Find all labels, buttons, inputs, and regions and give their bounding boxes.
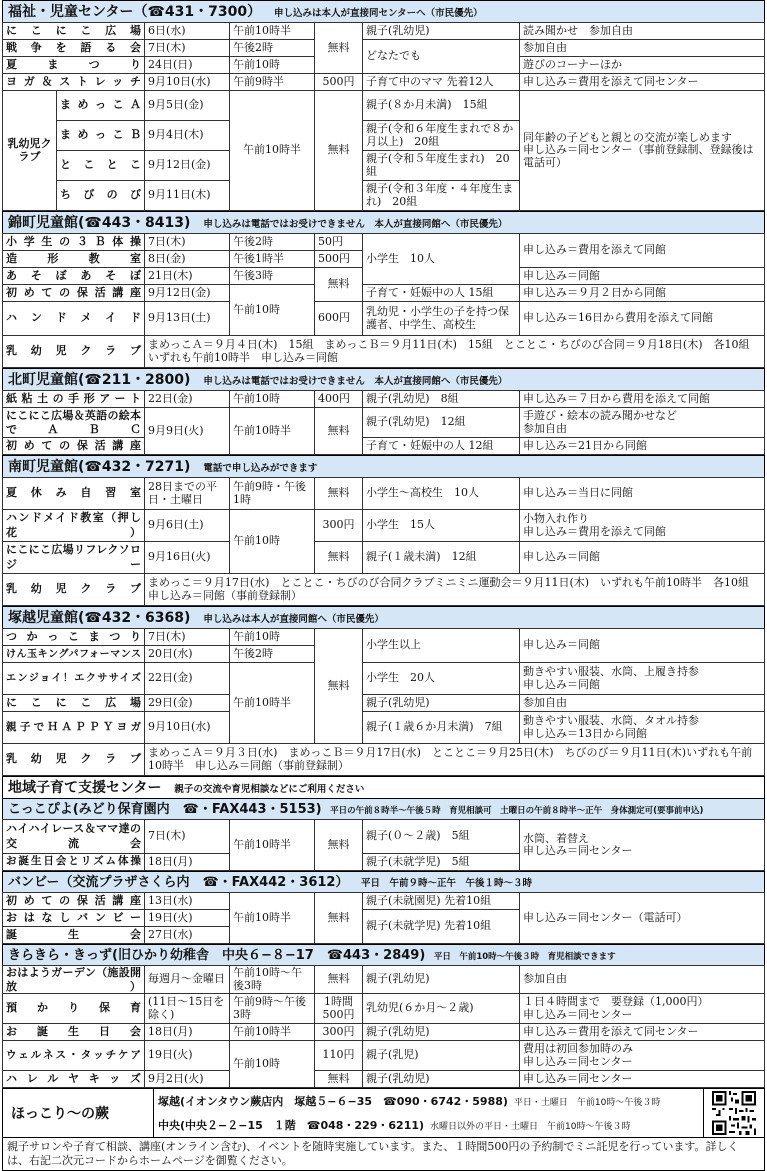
section-note: 申し込みは電話ではお受けできません 本人が直接同館へ（市民優先） <box>203 219 508 230</box>
event-date: 7日(木) <box>145 40 230 57</box>
club-text: まめっこＡ＝９月３日(水) まめっこＢ＝９月17日(水) とことこ＝９月25日(木) ちびのび＝９月11日(木)いずれも午前10時半 申し込み＝同館（事前登録制） <box>145 744 765 776</box>
event-fee: 無料 <box>315 542 363 574</box>
event-name: 小学生の３Ｂ体操 <box>3 234 145 251</box>
event-fee: 無料 <box>315 1071 363 1088</box>
event-date: 毎週月〜金曜日 <box>145 966 230 994</box>
event-time: 午前10時 <box>230 1041 315 1088</box>
subsection-note: 平日 午前９時〜正午 午後１時〜３時 <box>361 878 533 889</box>
event-note: 申し込み＝費用を添えて同センター <box>520 74 765 91</box>
event-name: ハイハイレース＆ママ達の交流会 <box>3 820 145 854</box>
event-name: 預かり保育 <box>3 994 145 1024</box>
subsection-header-banbi <box>2 871 765 892</box>
event-target: 小学生 20人 <box>363 663 520 695</box>
event-name: 紙粘土の手形アート <box>3 391 145 408</box>
event-time: 午後1時半 <box>230 251 315 268</box>
event-fee: 無料 <box>315 966 363 994</box>
event-date: (11日〜15日を除く) <box>145 994 230 1024</box>
event-date: 22日(金) <box>145 663 230 695</box>
event-date: 20日(水) <box>145 646 230 663</box>
event-note: 動きやすい服装、水筒、タオル持参 申し込み＝13日から同館 <box>520 712 765 744</box>
event-name: おはなしバンビー <box>3 910 145 927</box>
event-date: 8日(金) <box>145 251 230 268</box>
table-row <box>3 438 765 455</box>
event-time: 午前10時半 <box>230 820 315 871</box>
event-name: ウェルネス・タッチケア <box>3 1041 145 1071</box>
event-name: 誕生会 <box>3 927 145 944</box>
table-kirakira <box>2 965 765 1088</box>
club-date: 9月4日(木) <box>145 121 230 151</box>
hokkori-hours: 水曜日以外の平日・土曜日 午前10時〜午後３時 <box>430 1122 631 1132</box>
table-row <box>3 336 765 368</box>
event-target: 親子(乳幼児) <box>363 966 520 994</box>
event-date: 9月2日(火) <box>145 1071 230 1088</box>
table-row <box>3 966 765 994</box>
event-time: 午前10時半 <box>230 1024 315 1041</box>
event-note: 小物入れ作り 申し込み＝費用を添えて同館 <box>520 510 765 542</box>
table-row <box>3 74 765 91</box>
event-target: どなたでも <box>363 40 520 74</box>
section-title: 地域子育て支援センター <box>8 780 162 796</box>
hokkori-address: 塚越(イオンタウン蕨店内 塚越５−６−35 ☎090・6742・5988) <box>158 1095 508 1108</box>
page <box>2 0 765 1171</box>
event-note: 申し込み＝21日から同館 <box>520 438 765 455</box>
event-note: 申し込み＝同館 <box>520 268 765 285</box>
event-note: 申し込み＝当日に同館 <box>520 478 765 510</box>
subsection-header-koppe <box>2 798 765 819</box>
event-fee: 無料 <box>315 268 363 302</box>
event-fee: 500円 <box>315 251 363 268</box>
event-fee: 110円 <box>315 1041 363 1071</box>
event-time: 午前9時半 <box>230 74 315 91</box>
event-date: 7日(木) <box>145 820 230 854</box>
event-name: おはようガーデン（施設開放） <box>3 966 145 994</box>
table-tsukagoshi <box>2 628 765 776</box>
event-time: 午前10時 <box>230 57 315 74</box>
club-name: まめっこＢ <box>57 121 145 151</box>
event-date: 9月10日(水) <box>145 712 230 744</box>
event-time: 午前9時・午後1時 <box>230 478 315 510</box>
table-row <box>3 1071 765 1088</box>
hokkori-box <box>2 1088 765 1138</box>
event-date: 9月12日(金) <box>145 285 230 302</box>
event-date: 7日(木) <box>145 629 230 646</box>
event-target: 親子(乳幼児) <box>363 695 520 712</box>
table-row <box>3 285 765 302</box>
hokkori-address: 中央(中央２−２−15 １階 ☎048・229・6211) <box>158 1119 425 1132</box>
hokkori-line-chuo <box>158 1117 703 1133</box>
table-koppe <box>2 819 765 871</box>
event-time: 午前10時〜午後3時 <box>230 966 315 994</box>
section-header-nishiki <box>2 211 765 233</box>
club-name: まめっこＡ <box>57 91 145 121</box>
event-fee: 1時間500円 <box>315 994 363 1024</box>
event-name: お誕生日会とリズム体操 <box>3 854 145 871</box>
event-target: 親子(未就学児) 先着10組 <box>363 910 520 944</box>
event-target: 子育て中のママ 先着12人 <box>363 74 520 91</box>
table-row <box>3 1024 765 1041</box>
event-name: 親子でＨＡＰＰＹヨガ <box>3 712 145 744</box>
club-note: 同年齢の子どもと親との交流が楽しめます 申し込み＝同センター（事前登録制、登録後は電話可） <box>520 91 765 211</box>
event-time: 午後2時 <box>230 646 315 663</box>
event-date: 21日(木) <box>145 268 230 285</box>
event-date: 13日(水) <box>145 893 230 910</box>
section-header-kitamachi <box>2 368 765 390</box>
event-target: 小学生〜高校生 10人 <box>363 478 520 510</box>
event-target: 親子(０〜２歳) 5組 <box>363 820 520 854</box>
table-row <box>3 695 765 712</box>
event-date: 29日(金) <box>145 695 230 712</box>
event-date: 9月13日(土) <box>145 302 230 336</box>
event-target: 親子(１歳６か月未満) 7組 <box>363 712 520 744</box>
event-time: 午後2時 <box>230 234 315 251</box>
subsection-note: 平日の午前８時半〜午後５時 育児相談可 土曜日の午前８時半〜正午 身体測定可(要事前申込) <box>330 806 704 816</box>
table-row <box>3 574 765 606</box>
event-note: 参加自由 <box>520 40 765 57</box>
event-note: 申し込み＝９月２日から同館 <box>520 285 765 302</box>
table-banbi <box>2 892 765 944</box>
subsection-title: バンビー（交流プラザさくら内 ☎・FAX442・3612） <box>8 875 349 890</box>
event-name: ハレルヤキッズ <box>3 1071 145 1088</box>
club-name: 乳幼児クラブ <box>3 574 145 606</box>
event-date: 18日(月) <box>145 1024 230 1041</box>
club-name: ちびのび <box>57 181 145 211</box>
event-time: 午前10時 <box>230 510 315 574</box>
club-text: まめっこＡ＝９月４日(木) 15組 まめっこＢ＝９月11日(木) 15組 とことこ・ちびのび合同＝９月18日(木) 各10組 いずれも午前10時半 申し込み＝同館 <box>145 336 765 368</box>
event-date: 22日(金) <box>145 391 230 408</box>
hokkori-line-tsukagoshi <box>158 1093 703 1109</box>
event-note: 参加自由 <box>520 966 765 994</box>
table-row <box>3 408 765 438</box>
section-note: 申し込みは本人が直接同センターへ（市民優先） <box>273 8 483 19</box>
event-fee: 無料 <box>315 893 363 944</box>
table-row <box>3 893 765 910</box>
event-note: 申し込み＝同館 <box>520 542 765 574</box>
event-target: 小学生 10人 <box>363 234 520 285</box>
section-title: 塚越児童館(☎432・6368) <box>8 610 191 626</box>
event-time: 午前10時半 <box>230 893 315 944</box>
club-target: 親子(８か月未満) 15組 <box>363 91 520 121</box>
event-note: 申し込み＝同センター <box>520 1071 765 1088</box>
club-text: まめっこ＝９月17日(水) とことこ・ちびのび合同クラブミニミニ運動会＝９月11日(木) いずれも午前10時半 各10組 申し込み＝同館（事前登録制） <box>145 574 765 606</box>
event-name: 初めての保活講座 <box>3 893 145 910</box>
event-name: 戦争を語る会 <box>3 40 145 57</box>
section-note: 親子の交流や育児相談などにご利用ください <box>174 784 365 795</box>
subsection-title: こっこぴよ(みどり保育園内 ☎・FAX443・5153) <box>8 802 322 817</box>
event-target: 乳幼児(６か月〜２歳) <box>363 994 520 1024</box>
table-row <box>3 1041 765 1071</box>
event-name: にこにこ広場 <box>3 695 145 712</box>
section-note: 申し込みは本人が直接同館へ（市民優先） <box>203 614 384 625</box>
event-target: 親子(１歳未満) 12組 <box>363 542 520 574</box>
section-header-minami <box>2 455 765 477</box>
event-target: 親子(乳児) <box>363 1041 520 1071</box>
event-target: 親子(乳幼児) <box>363 23 520 40</box>
table-row <box>3 712 765 744</box>
section-title: 錦町児童館(☎443・8413) <box>8 215 191 231</box>
event-fee: 無料 <box>315 478 363 510</box>
event-target: 親子(未就園児) 先着10組 <box>363 893 520 910</box>
table-row <box>3 91 765 121</box>
event-note: 申し込み＝費用を添えて同センター <box>520 1024 765 1041</box>
table-row <box>3 234 765 251</box>
table-row <box>3 629 765 646</box>
event-date: 7日(木) <box>145 234 230 251</box>
event-name: あそぼあそぼ <box>3 268 145 285</box>
event-time: 午前10時半 <box>230 663 315 744</box>
event-date: 24日(日) <box>145 57 230 74</box>
event-fee: 無料 <box>315 629 363 744</box>
event-target: 親子(乳幼児) <box>363 1071 520 1088</box>
event-note: 水筒、着替え 申し込み＝同センター <box>520 820 765 871</box>
event-note: 申し込み＝16日から費用を添えて同館 <box>520 302 765 336</box>
event-fee: 50円 <box>315 234 363 251</box>
event-name: にこにこ広場 <box>3 23 145 40</box>
event-time: 午前10時 <box>230 629 315 646</box>
event-fee: 無料 <box>315 820 363 871</box>
event-fee: 300円 <box>315 1024 363 1041</box>
club-name: 乳幼児クラブ <box>3 336 145 368</box>
event-date: 9月16日(火) <box>145 542 230 574</box>
event-target: 親子(乳幼児) <box>363 1024 520 1041</box>
event-name: エンジョイ！エクササイズ <box>3 663 145 695</box>
event-time: 午後2時 <box>230 40 315 57</box>
event-note: 手遊び・絵本の読み聞かせなど 参加自由 <box>520 408 765 438</box>
event-date: 6日(水) <box>145 23 230 40</box>
event-time: 午後3時 <box>230 268 315 285</box>
club-name: とことこ <box>57 151 145 181</box>
subsection-header-kirakira <box>2 944 765 965</box>
event-target: 親子(乳幼児) 12組 <box>363 408 520 438</box>
table-row <box>3 744 765 776</box>
event-note: 読み聞かせ 参加自由 <box>520 23 765 40</box>
table-minami <box>2 477 765 606</box>
event-note: 申し込み＝７日から費用を添えて同館 <box>520 391 765 408</box>
event-note: 参加自由 <box>520 695 765 712</box>
club-time: 午前10時半 <box>230 91 315 211</box>
section-header-tsukagoshi <box>2 606 765 628</box>
event-date: 9月6日(土) <box>145 510 230 542</box>
event-note: 費用は初回参加時のみ 申し込み＝同センター <box>520 1041 765 1071</box>
event-name: つかっこまつり <box>3 629 145 646</box>
section-title: 北町児童館(☎211・2800) <box>8 372 191 388</box>
event-time: 午前10時 <box>230 391 315 408</box>
event-name: ハンドメイド教室（押し花） <box>3 510 145 542</box>
subsection-title: きらきら・きっず(旧ひかり幼稚舎 中央６−８−17 ☎443・2849) <box>8 948 426 963</box>
club-date: 9月12日(金) <box>145 151 230 181</box>
hokkori-hours: 平日・土曜日 午前10時〜午後３時 <box>513 1098 661 1108</box>
event-date: 19日(火) <box>145 910 230 927</box>
club-target: 親子(令和５年度生まれ) 20組 <box>363 151 520 181</box>
event-time: 午前9時〜午後3時 <box>230 994 315 1024</box>
table-row <box>3 510 765 542</box>
table-row <box>3 478 765 510</box>
event-name: にこにこ広場＆英語の絵本でＡＢＣ <box>3 408 145 438</box>
club-date: 9月11日(木) <box>145 181 230 211</box>
event-note: 申し込み＝費用を添えて同館 <box>520 234 765 268</box>
subsection-note: 平日 午前10時〜午後３時 育児相談できます <box>433 952 616 962</box>
event-note: 申し込み＝同センター（電話可） <box>520 893 765 944</box>
table-row <box>3 23 765 40</box>
club-fee: 無料 <box>315 91 363 211</box>
table-row <box>3 302 765 336</box>
section-note: 電話で申し込みができます <box>203 463 318 474</box>
event-fee: 500円 <box>315 74 363 91</box>
table-row <box>3 994 765 1024</box>
event-fee: 400円 <box>315 391 363 408</box>
hokkori-label: ほっこり〜の蕨 <box>3 1089 154 1137</box>
club-date: 9月5日(金) <box>145 91 230 121</box>
section-title: 福祉・児童センター（☎431・7300） <box>8 4 262 20</box>
event-fee: 無料 <box>315 23 363 74</box>
event-name: にこにこ広場リフレクソロジー <box>3 542 145 574</box>
event-date: 27日(水) <box>145 927 230 944</box>
event-name: けん玉キングパフォーマンス <box>3 646 145 663</box>
event-time: 午前10時半 <box>230 408 315 455</box>
event-name: 夏休み自習室 <box>3 478 145 510</box>
section-title: 南町児童館(☎432・7271) <box>8 459 191 475</box>
event-target: 子育て・妊娠中の人 12組 <box>363 438 520 455</box>
table-row <box>3 542 765 574</box>
event-date: 19日(火) <box>145 1041 230 1071</box>
club-target: 親子(令和６年度生まれで８か月以上) 20組 <box>363 121 520 151</box>
footer-note: 親子サロンや子育て相談、講座(オンライン含む)、イベントを随時実施しています。また、１時間500円の予約制でミニ託児を行っています。詳しくは、右記二次元コードからホームページを御覧ください。 <box>2 1138 765 1171</box>
section-header-fukushi <box>2 0 765 22</box>
event-date: 28日までの平日・土曜日 <box>145 478 230 510</box>
table-row <box>3 663 765 695</box>
section-header-chiiki <box>2 776 765 798</box>
event-date: 9月10日(水) <box>145 74 230 91</box>
club-name: 乳幼児クラブ <box>3 744 145 776</box>
event-fee: 300円 <box>315 510 363 542</box>
event-target: 小学生 15人 <box>363 510 520 542</box>
club-label: 乳幼児クラブ <box>3 91 57 211</box>
table-kitamachi <box>2 390 765 455</box>
section-note: 申し込みは電話ではお受けできません 本人が直接同館へ（市民優先） <box>203 376 508 387</box>
table-nishiki <box>2 233 765 368</box>
event-date: 18日(月) <box>145 854 230 871</box>
club-target: 親子(令和３年度・４年度生まれ) 20組 <box>363 181 520 211</box>
event-note: 申し込み＝同館 <box>520 629 765 663</box>
event-name: 夏まつり <box>3 57 145 74</box>
table-fukushi <box>2 22 765 211</box>
event-target: 子育て・妊娠中の人 15組 <box>363 285 520 302</box>
event-note: 動きやすい服装、水筒、上履き持参 申し込み＝同館 <box>520 663 765 695</box>
event-note: 遊びのコーナーほか <box>520 57 765 74</box>
event-name: ヨガ＆ストレッチ <box>3 74 145 91</box>
event-target: 小学生以上 <box>363 629 520 663</box>
table-row <box>3 391 765 408</box>
table-row <box>3 820 765 854</box>
event-name: ハンドメイド <box>3 302 145 336</box>
event-target: 親子(未就学児) 5組 <box>363 854 520 871</box>
table-row <box>3 40 765 57</box>
event-name: 造形教室 <box>3 251 145 268</box>
event-fee: 無料 <box>315 408 363 455</box>
event-note: １日４時間まで 要登録（1,000円） 申し込み＝同センター <box>520 994 765 1024</box>
event-date: 9月9日(火) <box>145 408 230 455</box>
event-time: 午前10時半 <box>230 23 315 40</box>
event-name: 初めての保活講座 <box>3 438 145 455</box>
event-time: 午前10時 <box>230 285 315 336</box>
event-fee: 600円 <box>315 302 363 336</box>
event-name: 初めての保活講座 <box>3 285 145 302</box>
event-target: 親子(乳幼児) 8組 <box>363 391 520 408</box>
event-target: 乳幼児・小学生の子を持つ保護者、中学生、高校生 <box>363 302 520 336</box>
event-name: お誕生日会 <box>3 1024 145 1041</box>
